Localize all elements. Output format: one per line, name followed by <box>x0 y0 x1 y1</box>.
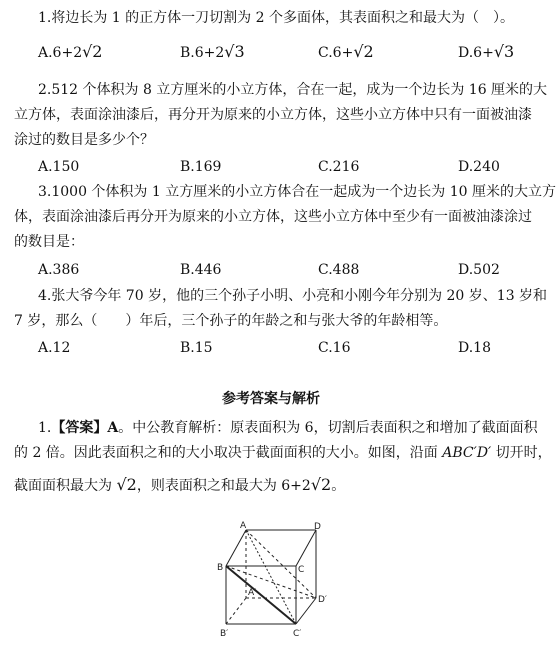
q1-option-b[interactable] <box>180 42 245 63</box>
answer-1-line-2 <box>14 443 552 463</box>
option-text: B.6+2 <box>180 45 225 61</box>
q2-option-b[interactable]: B.169 <box>180 159 222 175</box>
label-B: B <box>217 563 224 573</box>
q4-option-a[interactable]: A.12 <box>38 340 71 356</box>
q3-line-1: 3.1000 个体积为 1 立方厘米的小立方体合在一起成为一个边长为 10 厘米的大立方 <box>38 184 556 200</box>
q2-option-a[interactable]: A.150 <box>38 159 80 175</box>
answer-1-line-3 <box>14 475 345 496</box>
section-AC-prime <box>246 530 296 624</box>
answer-section-title: 参考答案与解析 <box>222 391 320 407</box>
answer-tag: 【答案】A <box>51 420 119 436</box>
label-C: C <box>298 565 305 575</box>
q4-line-2: 7 岁，那么（ ）年后，三个孙子的年龄之和与张大爷的年龄相等。 <box>14 313 448 329</box>
q3-option-c[interactable]: C.488 <box>318 262 360 278</box>
q3-option-d[interactable]: D.502 <box>458 262 500 278</box>
q1-option-c[interactable] <box>318 42 374 63</box>
option-text: C.6+ <box>318 45 354 61</box>
label-D: D <box>314 522 321 532</box>
label-C-prime: C′ <box>293 629 302 639</box>
label-B-prime: B′ <box>220 629 229 639</box>
q3-option-a[interactable]: A.386 <box>38 262 80 278</box>
radical: √2 <box>310 475 332 494</box>
edge-DC <box>296 530 316 566</box>
answer-text: 。 <box>331 478 346 494</box>
answer-text: 截面面积最大为 <box>14 478 117 494</box>
answer-number: 1. <box>38 420 52 436</box>
radical: √2 <box>82 42 103 61</box>
q4-option-b[interactable]: B.15 <box>180 340 213 356</box>
q2-option-c[interactable]: C.216 <box>318 159 360 175</box>
answer-1-line-1 <box>38 418 538 438</box>
q3-line-3: 的数目是： <box>14 234 84 250</box>
radical: √3 <box>493 42 515 61</box>
q2-line-2: 立方体，表面涂油漆后，再分开为原来的小立方体，这些小立方体中只有一面被油漆 <box>14 107 532 123</box>
q1-option-d[interactable] <box>458 42 514 63</box>
option-text: A.6+2 <box>38 45 83 61</box>
q3-option-b[interactable]: B.446 <box>180 262 222 278</box>
q4-line-1: 4.张大爷今年 70 岁，他的三个孙子小明、小亮和小刚今年分别为 20 岁、13 岁和 <box>38 288 548 304</box>
q2-option-d[interactable]: D.240 <box>458 159 500 175</box>
radical: √2 <box>353 42 374 61</box>
section-BC-prime <box>226 566 296 624</box>
answer-text: ，则表面积之和最大为 6+2 <box>136 478 311 494</box>
hidden-edge-A-prime-B-prime <box>226 598 246 624</box>
cube-figure <box>210 520 340 645</box>
q2-line-1: 2.512 个体积为 8 立方厘米的小立方体，合在一起，成为一个边长为 16 厘米的大 <box>38 82 548 98</box>
radical: √2 <box>116 475 137 494</box>
edge-AB <box>226 530 246 566</box>
label-A-prime: A′ <box>248 588 257 598</box>
answer-text: 切开时， <box>491 445 552 461</box>
q2-line-3: 涂过的数目是多少个？ <box>14 132 154 148</box>
answer-text: 。中公教育解析：原表面积为 6，切割后表面积之和增加了截面面积 <box>118 420 538 436</box>
edge-D-prime-C-prime <box>296 598 316 624</box>
q4-option-d[interactable]: D.18 <box>458 340 491 356</box>
answer-text: 的 2 倍。因此表面积之和的大小取决于截面面积的大小。如图，沿面 <box>14 445 443 461</box>
q4-option-c[interactable]: C.16 <box>318 340 351 356</box>
q1-stem: 1.将边长为 1 的正方体一刀切割为 2 个多面体，其表面积之和最大为（ ）。 <box>38 10 514 26</box>
label-D-prime: D′ <box>318 595 327 605</box>
q1-option-a[interactable] <box>38 42 102 63</box>
plane-name: ABC′D′ <box>442 445 492 461</box>
section-AD-prime <box>246 530 316 598</box>
q3-line-2: 体，表面涂油漆后再分开为原来的小立方体，这些小立方体中至少有一面被油漆涂过 <box>14 209 532 225</box>
radical: √3 <box>224 42 245 61</box>
option-text: D.6+ <box>458 45 494 61</box>
label-A: A <box>240 521 247 531</box>
